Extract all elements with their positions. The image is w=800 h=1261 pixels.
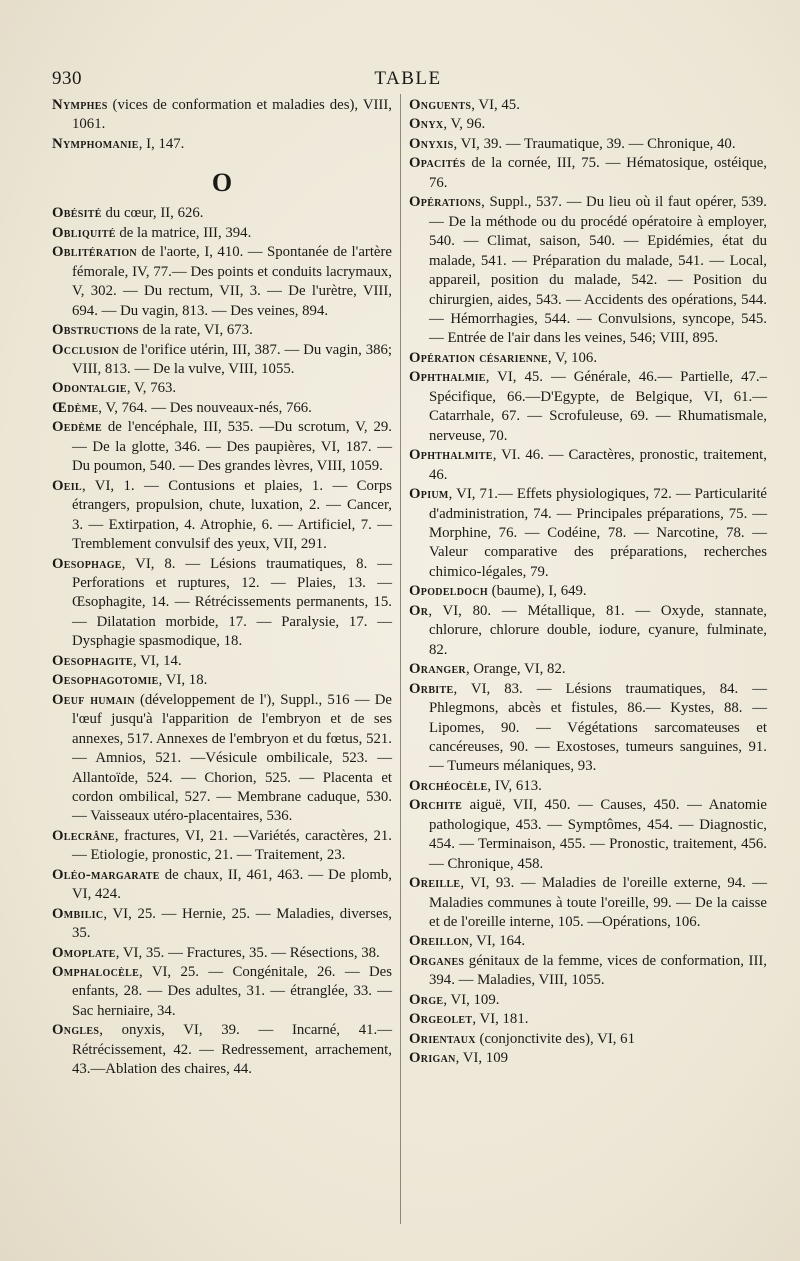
index-entry: Oléo-margarate de chaux, II, 461, 463. — De plomb, VI, 424.	[52, 866, 392, 903]
index-entry: Oblitération de l'aorte, I, 410. — Spontanée de l'artère fémorale, IV, 77.— Des points et conduits lacrymaux, V, 302. — Du rectum, VII, 3. — De l'urètre, VIII, 694. — Du vagin, 813. — Des veines, 894.	[52, 244, 392, 319]
index-entry: Oedème de l'encéphale, III, 535. —Du scrotum, V, 29. — De la glotte, 346. — Des paupières, VI, 187. — Du poumon, 540. — Des grandes lèvres, VIII, 1059.	[52, 419, 392, 475]
index-entry: Oeil, VI, 1. — Contusions et plaies, 1. — Corps étrangers, propulsion, chute, luxation, 2. — Cancer, 3. — Extirpation, 4. Atrophie, 6. — Artificiel, 7. — Tremblement convulsif des yeux, VII, 291.	[52, 477, 392, 553]
index-entry: Oreillon, VI, 164.	[409, 933, 526, 950]
index-entry: Organes génitaux de la femme, vices de conformation, III, 394. — Maladies, VIII, 1055.	[409, 952, 767, 989]
index-entry: Orchite aiguë, VII, 450. — Causes, 450. — Anatomie pathologique, 453. — Symptômes, 454. — Diagnostic, 454. — Terminaison, 455. — Pronostic, traitement, 456. — Chronique, 458.	[409, 797, 767, 872]
index-entry: Orgeolet, VI, 181.	[409, 1011, 529, 1028]
index-entry: Onyx, V, 96.	[409, 116, 486, 133]
page-number: 930	[52, 68, 82, 89]
column-divider	[400, 94, 401, 1224]
index-entry: Ophthalmite, VI. 46. — Caractères, pronostic, traitement, 46.	[409, 447, 767, 483]
index-entry: Opacités de la cornée, III, 75. — Hématosique, ostéique, 76.	[409, 155, 767, 191]
index-entry: Orbite, VI, 83. — Lésions traumatiques, 84. — Phlegmons, abcès et fistules, 86.— Kystes, 88. — Lipomes, 90. — Végétations sarcomateuses et cancéreuses, 90. — Exostoses, tumeurs sanguines, 91. — Tumeurs mélaniques, 93.	[409, 680, 767, 775]
index-entry: Oesophagotomie, VI, 18.	[52, 672, 208, 689]
index-entry: Nymphes (vices de conformation et maladies des), VIII, 1061.	[52, 97, 392, 133]
index-entry: Oranger, Orange, VI, 82.	[409, 661, 566, 678]
page-header	[52, 68, 764, 92]
index-entry: Oreille, VI, 93. — Maladies de l'oreille externe, 94. — Maladies communes à toute l'oreille, 99. — De la caisse et de l'oreille interne, 105. —Opérations, 106.	[409, 875, 767, 931]
index-entry: Onyxis, VI, 39. — Traumatique, 39. — Chronique, 40.	[409, 135, 736, 152]
index-entry: Origan, VI, 109	[409, 1050, 508, 1067]
index-entry: Oesophagite, VI, 14.	[52, 652, 182, 669]
index-entry: Opération césarienne, V, 106.	[409, 349, 598, 366]
index-entry: Ombilic, VI, 25. — Hernie, 25. — Maladies, diverses, 35.	[52, 905, 392, 942]
index-entry: Odontalgie, V, 763.	[52, 380, 177, 397]
index-entry: Ophthalmie, VI, 45. — Générale, 46.— Partielle, 47.– Spécifique, 66.—D'Egypte, de Belgique, VI, 61.— Catarrhale, 67. — Scrofuleuse, 69. — Rhumatismale, nerveuse, 70.	[409, 369, 767, 444]
index-entry: Orientaux (conjonctivite des), VI, 61	[409, 1030, 635, 1047]
index-entry: Omphalocèle, VI, 25. — Congénitale, 26. — Des enfants, 28. — Des adultes, 31. — étranglée, 33. — Sac herniaire, 34.	[52, 964, 392, 1019]
index-entry: Nymphomanie, I, 147.	[52, 135, 185, 152]
section-letter: O	[211, 168, 233, 198]
running-title: TABLE	[374, 68, 442, 89]
index-entry: Opérations, Suppl., 537. — Du lieu où il faut opérer, 539. — De la méthode ou du procédé opératoire à employer, 540. — Climat, saison, 540. — Epidémies, état du malade, 541. — Préparation du malade, 541. — Local, appareil, position du malade, 542. — Position du chirurgien, aides, 543. — Accidents des opérations, 544. — Hémorrhagies, 544. — Convulsions, syncope, 545. — Entrée de l'air dans les veines, 546; VIII, 895.	[409, 194, 767, 347]
index-entry: Olecrâne, fractures, VI, 21. —Variétés, caractères, 21. — Etiologie, pronostic, 21. — Traitement, 23.	[52, 827, 392, 864]
index-entry: Orchéocèle, IV, 613.	[409, 777, 542, 794]
index-entry: Oeuf humain (développement de l'), Suppl., 516 — De l'œuf jusqu'à l'apparition de l'embryon et de ses annexes, 517. Annexes de l'embryon et du fœtus, 521.— Amnios, 521. —Vésicule ombilicale, 523. — Allantoïde, 524. — Chorion, 525. — Placenta et cordon ombilical, 527. — Membrane caduque, 530. — Vaisseaux utéro-placentaires, 536.	[52, 691, 392, 825]
index-entry: Occlusion de l'orifice utérin, III, 387. — Du vagin, 386; VIII, 813. — De la vulve, VIII, 1055.	[52, 341, 392, 377]
index-entry: Œdème, V, 764. — Des nouveaux-nés, 766.	[52, 399, 312, 416]
index-entry: Opium, VI, 71.— Effets physiologiques, 72. — Particularité d'administration, 74. — Principales préparations, 75. — Morphine, 76. — Codéine, 78. — Narcotine, 78. — Valeur comparative des préparations, recherches chimico-légales, 79.	[409, 486, 767, 580]
left-column	[52, 96, 392, 1080]
index-entry: Opodeldoch (baume), I, 649.	[409, 583, 587, 600]
index-entry: Obstructions de la rate, VI, 673.	[52, 322, 253, 339]
index-entry: Omoplate, VI, 35. — Fractures, 35. — Résections, 38.	[52, 944, 380, 961]
index-entry: Orge, VI, 109.	[409, 991, 500, 1008]
index-entry: Ongles, onyxis, VI, 39. — Incarné, 41.— Rétrécissement, 42. — Redressement, arrachement, 43.—Ablation des chaires, 44.	[52, 1022, 392, 1078]
index-entry: Oesophage, VI, 8. — Lésions traumatiques, 8. — Perforations et ruptures, 12. — Plaies, 13. — Œsophagite, 14. — Rétrécissements permanents, 15. — Dilatation morbide, 17. — Paralysie, 17. — Dysphagie spasmodique, 18.	[52, 555, 392, 650]
right-column	[409, 96, 767, 1069]
index-entry: Obésité du cœur, II, 626.	[52, 205, 204, 222]
index-entry: Or, VI, 80. — Métallique, 81. — Oxyde, stannate, chlorure, chlorure double, iodure, cyanure, fulminate, 82.	[409, 602, 767, 658]
index-entry: Obliquité de la matrice, III, 394.	[52, 224, 252, 241]
index-entry: Onguents, VI, 45.	[409, 97, 520, 113]
